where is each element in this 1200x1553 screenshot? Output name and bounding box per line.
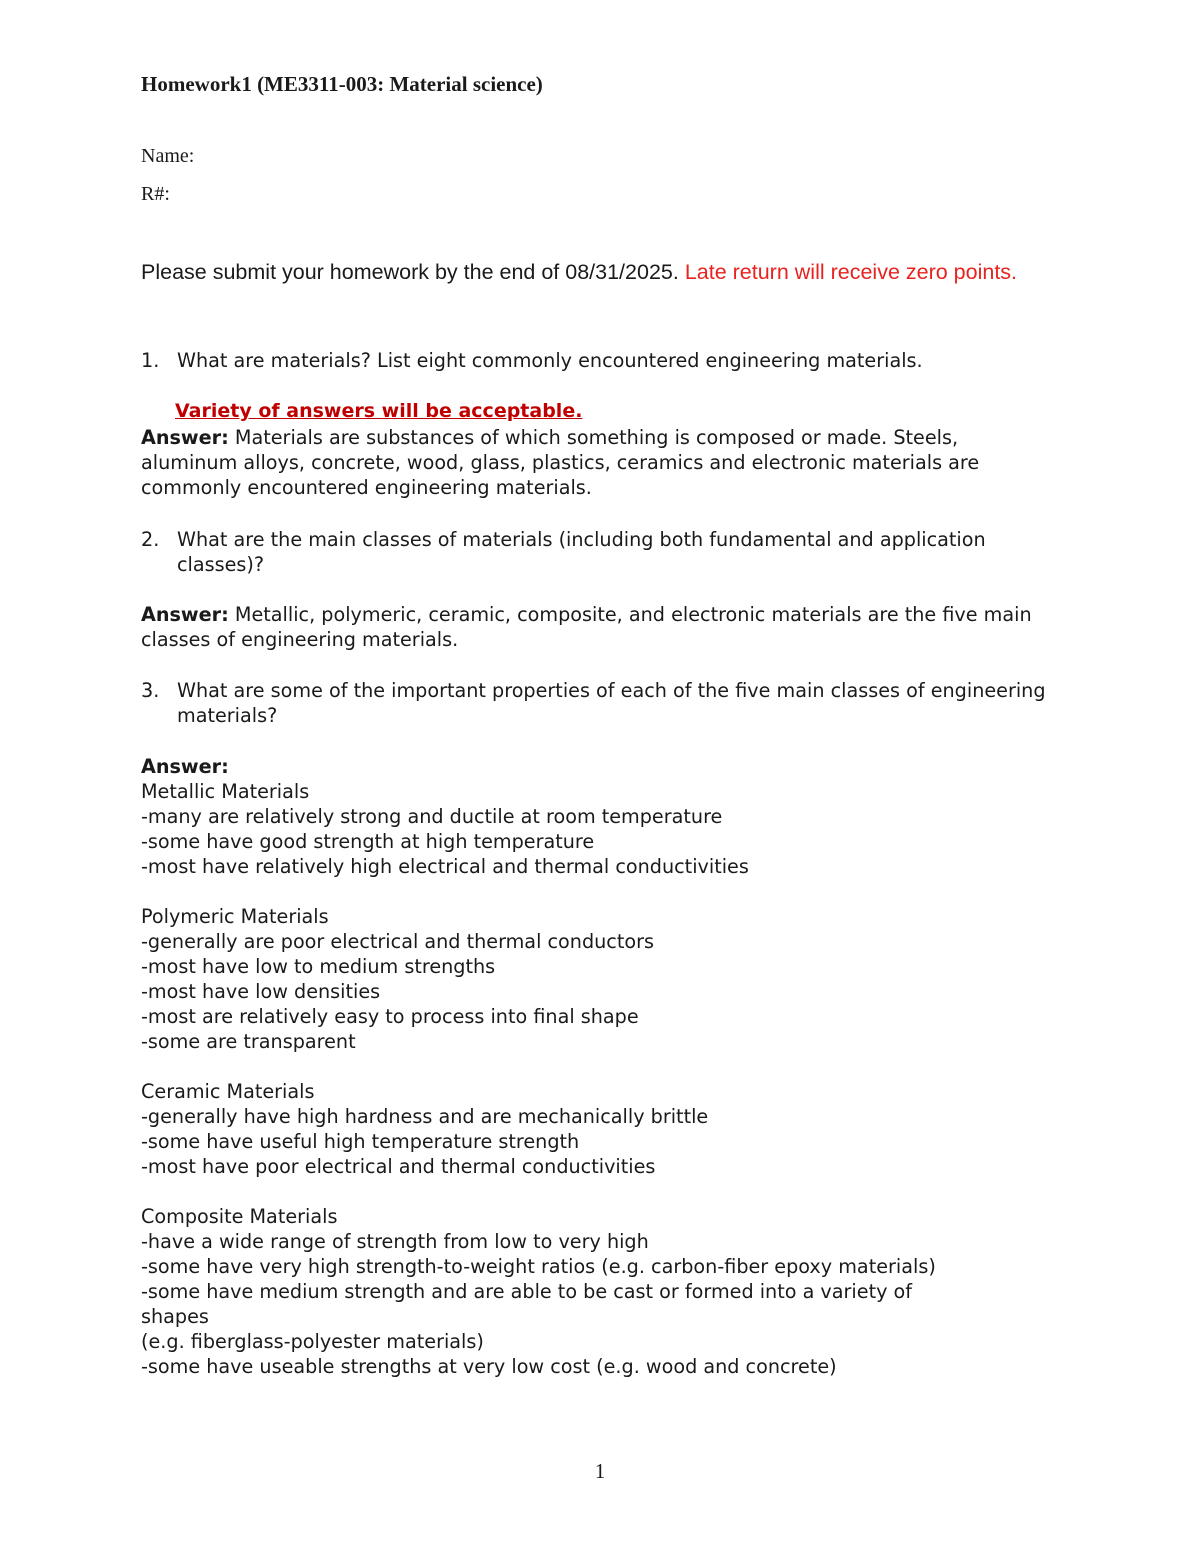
- group-heading-polymeric: Polymeric Materials: [141, 905, 329, 928]
- property-line: -many are relatively strong and ductile at room temperature: [141, 805, 723, 828]
- question-number: 2.: [141, 528, 160, 551]
- property-line: shapes: [141, 1305, 209, 1328]
- answer-text: Metallic, polymeric, ceramic, composite, and electronic materials are the five main classes of engineering materials.: [141, 603, 1032, 651]
- property-line: -most have poor electrical and thermal conductivities: [141, 1155, 656, 1178]
- property-line: -some have useable strengths at very low cost (e.g. wood and concrete): [141, 1355, 837, 1378]
- question-3: [141, 678, 1046, 728]
- question-2: [141, 527, 1046, 577]
- answer-label: Answer:: [141, 603, 229, 626]
- group-heading-metallic: Metallic Materials: [141, 780, 310, 803]
- submit-deadline-text: Please submit your homework by the end of 08/31/2025.: [141, 260, 685, 284]
- property-line: (e.g. fiberglass-polyester materials): [141, 1330, 484, 1353]
- answer-3: [141, 754, 1046, 1379]
- property-line: -some are transparent: [141, 1030, 356, 1053]
- property-line: -generally have high hardness and are mechanically brittle: [141, 1105, 709, 1128]
- property-line: -some have very high strength-to-weight ratios (e.g. carbon-fiber epoxy materials): [141, 1255, 936, 1278]
- late-warning-text: Late return will receive zero points.: [684, 260, 1018, 284]
- property-line: -some have medium strength and are able to be cast or formed into a variety of: [141, 1280, 913, 1303]
- answer-text: Materials are substances of which something is composed or made. Steels, aluminum alloys, concrete, wood, glass, plastics, ceramics and electronic materials are commonly encountered engineering materials.: [141, 426, 980, 499]
- answer-2: [141, 602, 1046, 652]
- spacer: [141, 1179, 1046, 1204]
- spacer: [141, 1054, 1046, 1079]
- property-line: -generally are poor electrical and thermal conductors: [141, 930, 654, 953]
- property-line: -most have relatively high electrical and thermal conductivities: [141, 855, 749, 878]
- submission-instructions: [141, 258, 1046, 286]
- answer-label: Answer:: [141, 426, 229, 449]
- question-text: What are some of the important properties of each of the five main classes of engineering materials?: [177, 679, 1046, 727]
- answer-label: Answer:: [141, 755, 229, 778]
- property-line: -most are relatively easy to process into final shape: [141, 1005, 639, 1028]
- question-text: What are materials? List eight commonly encountered engineering materials.: [177, 349, 923, 372]
- acceptance-note: Variety of answers will be acceptable.: [175, 400, 583, 422]
- property-line: -some have useful high temperature strength: [141, 1130, 580, 1153]
- question-1: [141, 348, 1046, 373]
- page-number: 1: [594, 1459, 606, 1483]
- property-line: -have a wide range of strength from low to very high: [141, 1230, 649, 1253]
- question-text: What are the main classes of materials (including both fundamental and application classes)?: [177, 528, 986, 576]
- rnum-field-label: R#:: [141, 183, 170, 205]
- property-line: -most have low densities: [141, 980, 381, 1003]
- document-title: Homework1 (ME3311-003: Material science): [141, 72, 543, 96]
- question-number: 3.: [141, 679, 160, 702]
- property-line: -most have low to medium strengths: [141, 955, 496, 978]
- property-line: -some have good strength at high temperature: [141, 830, 595, 853]
- answer-1: [141, 425, 1046, 500]
- name-field-label: Name:: [141, 145, 195, 167]
- question-number: 1.: [141, 349, 160, 372]
- group-heading-ceramic: Ceramic Materials: [141, 1080, 315, 1103]
- group-heading-composite: Composite Materials: [141, 1205, 338, 1228]
- spacer: [141, 879, 1046, 904]
